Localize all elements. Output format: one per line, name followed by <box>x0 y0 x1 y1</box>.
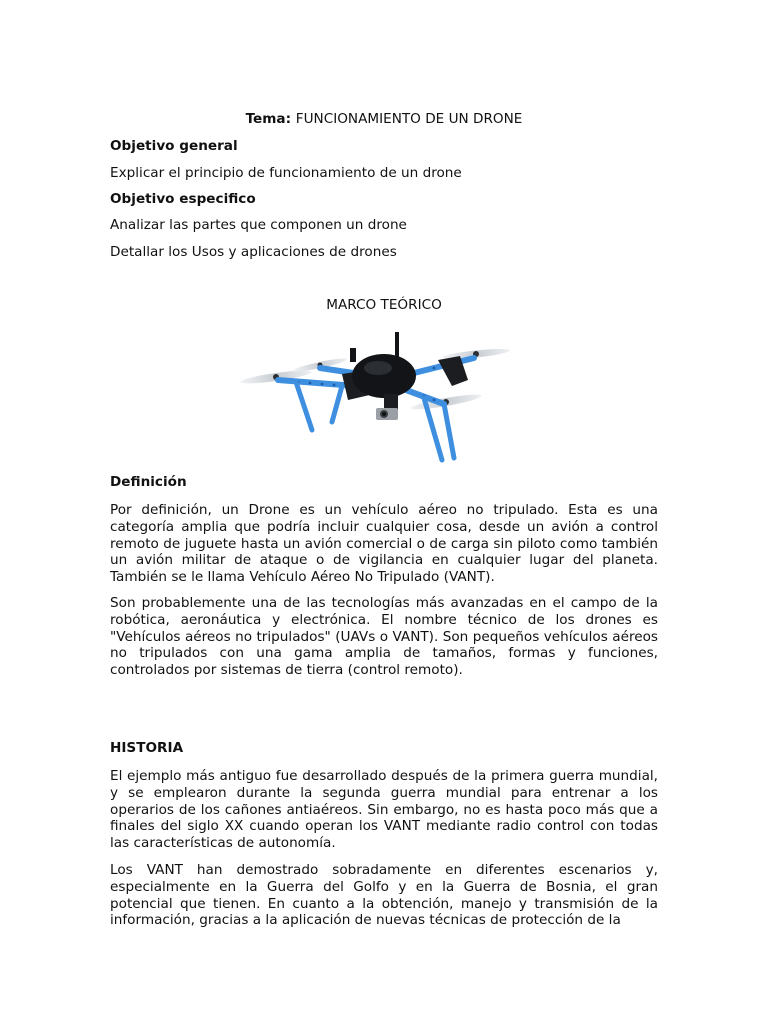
drone-image <box>238 330 516 466</box>
definicion-paragraph: Son probablemente una de las tecnologías más avanzadas en el campo de la robótica, aeronáutica y electrónica. El nombre técnico de los drones es "Vehículos aéreos no tripulados" (UAVs o VANT). Son pequeños vehículos aéreos no tripulados con una gama amplia de tamaños, formas y funciones, controlados por sistemas de tierra (control remoto). <box>110 595 658 679</box>
objetivo-general-heading: Objetivo general <box>110 138 238 154</box>
camera-gimbal <box>376 394 398 420</box>
title-label: Tema: <box>245 111 296 127</box>
objetivo-especifico-item: Analizar las partes que componen un drone <box>110 217 407 233</box>
marco-teorico-heading: MARCO TEÓRICO <box>326 297 442 313</box>
title-text: FUNCIONAMIENTO DE UN DRONE <box>295 111 523 127</box>
objetivo-especifico-item: Detallar los Usos y aplicaciones de drones <box>110 244 397 260</box>
objetivo-especifico-heading: Objetivo especifico <box>110 191 256 207</box>
historia-heading: HISTORIA <box>110 740 184 756</box>
document-title <box>0 111 768 128</box>
drone-body <box>350 332 416 398</box>
historia-paragraph: Los VANT han demostrado sobradamente en diferentes escenarios y, especialmente en la Guerra del Golfo y en la Guerra de Bosnia, el gran potencial que tienen. En cuanto a la obtención, manejo y transmisión de la información, gracias a la aplicación de nuevas técnicas de protección de la <box>110 862 658 929</box>
objetivo-general-text: Explicar el principio de funcionamiento de un drone <box>110 165 462 181</box>
definicion-heading: Definición <box>110 474 187 490</box>
historia-paragraph: El ejemplo más antiguo fue desarrollado después de la primera guerra mundial, y se emplearon durante la segunda guerra mundial para entrenar a los operarios de los cañones antiaéreos. Sin embargo, no es hasta poco más que a finales del siglo XX cuando operan los VANT mediante radio control con todas las características de autonomía. <box>110 768 658 852</box>
definicion-paragraph: Por definición, un Drone es un vehículo aéreo no tripulado. Esta es una categoría amplia que podría incluir cualquier cosa, desde un avión a control remoto de juguete hasta un avión comercial o de carga sin piloto como también un avión militar de ataque o de vigilancia en cualquier lugar del planeta. También se le llama Vehículo Aéreo No Tripulado (VANT). <box>110 502 658 586</box>
